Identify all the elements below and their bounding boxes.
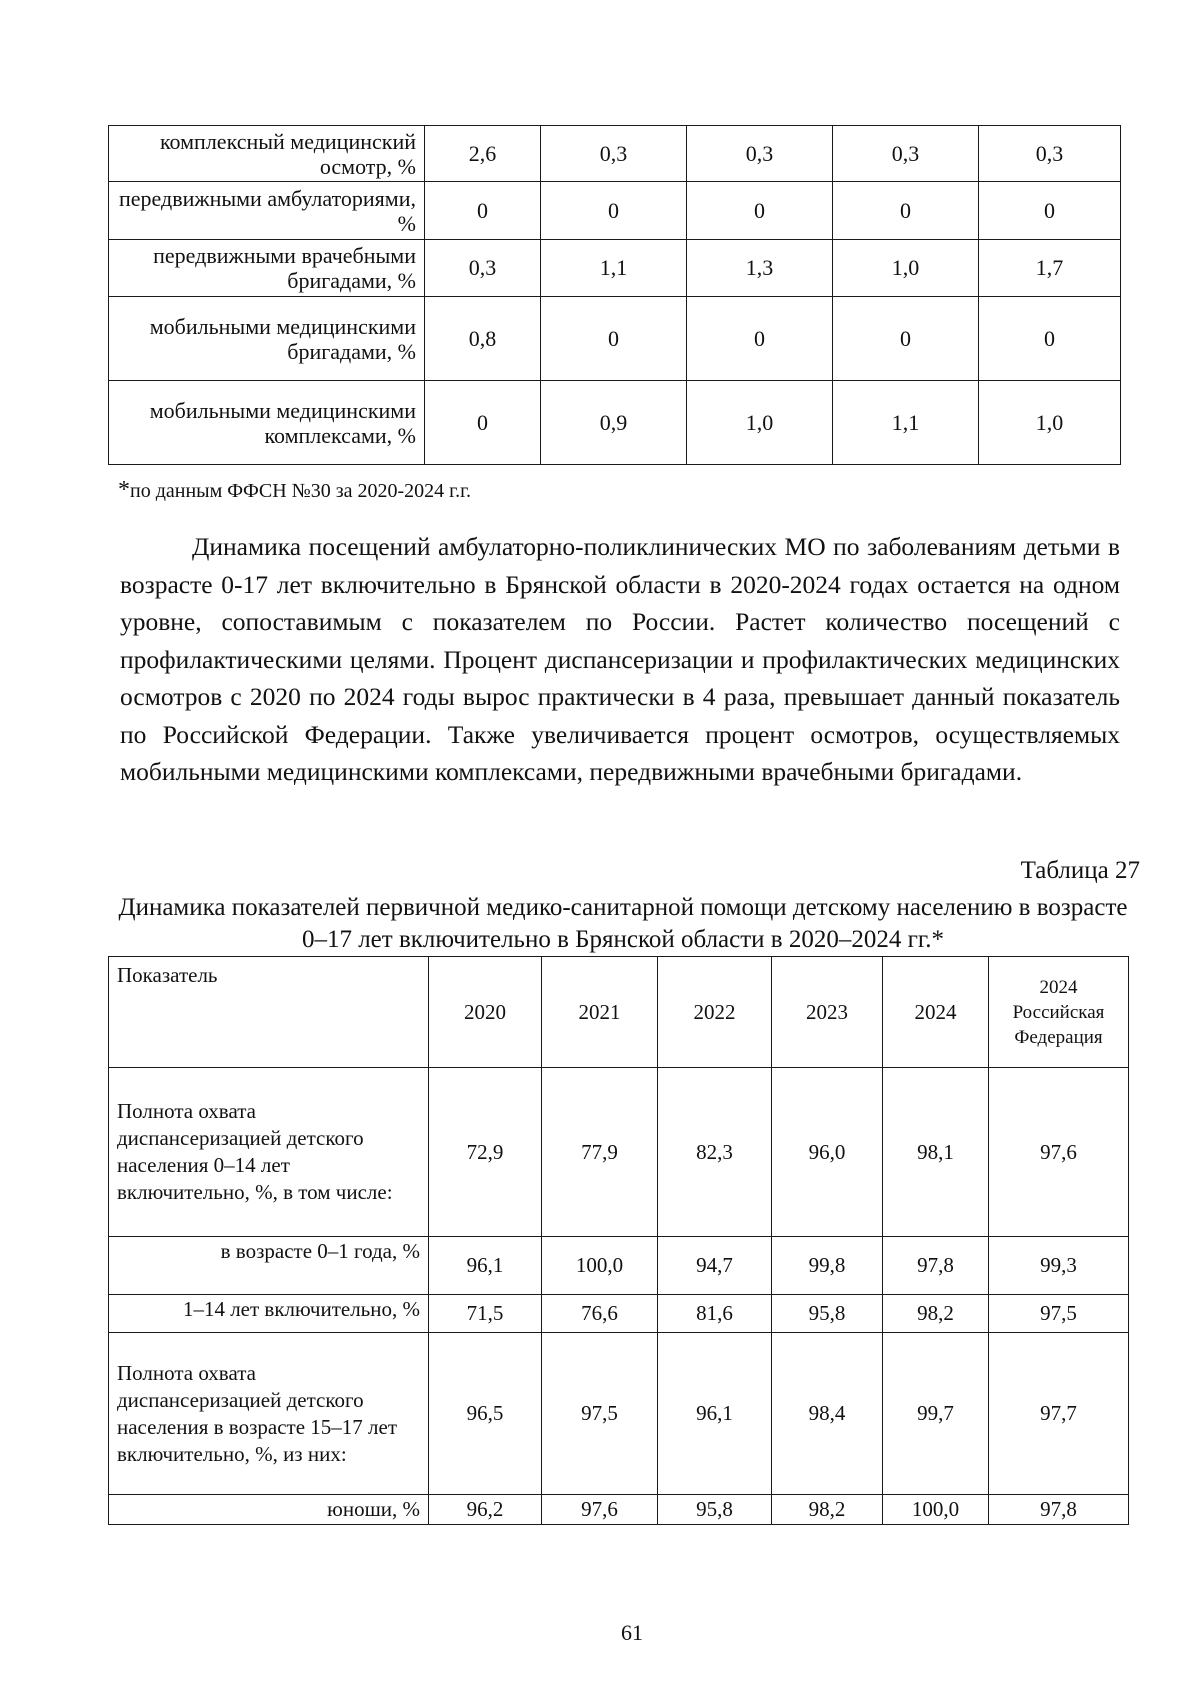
table-cell: 99,8 (772, 1237, 883, 1295)
table-row (109, 1068, 1129, 1237)
footnote-text: по данным ФФСН №30 за 2020-2024 г.г. (130, 480, 472, 502)
table-row (109, 297, 1121, 381)
column-header-year: 2023 (772, 957, 883, 1068)
table-cell: 94,7 (658, 1237, 772, 1295)
column-header-year: 2020 (429, 957, 542, 1068)
table-row (109, 126, 1121, 182)
table-cell: 0,3 (833, 126, 979, 182)
row-label: Полнота охвата диспансеризацией детского населения в возрасте 15–17 лет включительно, %, из них: (109, 1333, 429, 1495)
rf-header-line: Российская (1012, 1001, 1105, 1023)
page-number: 61 (621, 1620, 643, 1645)
table-row (109, 1495, 1129, 1525)
table-cell: 77,9 (542, 1068, 658, 1237)
row-label: Полнота охвата диспансеризацией детского населения 0–14 лет включительно, %, в том числе: (109, 1068, 429, 1237)
table-row (109, 1237, 1129, 1295)
table-cell: 0 (425, 182, 541, 240)
table-row (109, 1333, 1129, 1495)
table-cell: 0 (687, 182, 833, 240)
table-cell: 97,7 (989, 1333, 1129, 1495)
table-cell: 1,0 (833, 240, 979, 297)
table-cell: 0 (979, 297, 1121, 381)
table-cell: 97,5 (542, 1333, 658, 1495)
rf-header-year: 2024 (1039, 976, 1078, 998)
row-label: юноши, % (109, 1495, 429, 1525)
table-cell: 1,7 (979, 240, 1121, 297)
column-header-russia (989, 957, 1129, 1068)
table-caption: Динамика показателей первичной медико-санитарной помощи детскому населению в возрасте 0–17 лет включительно в Брянской области в 2020–2024 гг.* (118, 894, 1128, 953)
table-row (109, 240, 1121, 297)
rf-header-line: Федерация (1014, 1026, 1103, 1048)
table-cell: 0 (541, 297, 687, 381)
table-cell: 71,5 (429, 1295, 542, 1333)
column-header-year: 2024 (883, 957, 989, 1068)
table-cell: 0 (833, 297, 979, 381)
table-row (109, 381, 1121, 465)
table-cell: 100,0 (542, 1237, 658, 1295)
coverage-table-continued (108, 125, 1121, 465)
table-cell: 0,8 (425, 297, 541, 381)
row-label: в возрасте 0–1 года, % (109, 1237, 429, 1295)
row-label: передвижными врачебными бригадами, % (109, 240, 425, 297)
table-cell: 99,7 (883, 1333, 989, 1495)
table-cell: 98,1 (883, 1068, 989, 1237)
footnote-marker: * (118, 477, 130, 503)
table-cell: 95,8 (772, 1295, 883, 1333)
table-footnote (118, 477, 471, 504)
table-cell: 0,9 (541, 381, 687, 465)
table-number: Таблица 27 (1020, 857, 1140, 884)
table-cell: 82,3 (658, 1068, 772, 1237)
table-cell: 98,2 (883, 1295, 989, 1333)
row-label: 1–14 лет включительно, % (109, 1295, 429, 1333)
table-cell: 1,1 (833, 381, 979, 465)
table-cell: 76,6 (542, 1295, 658, 1333)
table-cell: 96,0 (772, 1068, 883, 1237)
table-cell: 96,2 (429, 1495, 542, 1525)
body-paragraph: Динамика посещений амбулаторно-поликлинических МО по заболеваниям детьми в возрасте 0-17 лет включительно в Брянской области в 2020-2024 годах остается на одном уровне, сопоставимым с показателем по России. Растет количество посещений с профилактическими целями. Процент диспансеризации и профилактических медицинских осмотров с 2020 по 2024 годы вырос практически в 4 раза, превышает данный показатель по Российской Федерации. Также увеличивается процент осмотров, осуществляемых мобильными медицинскими комплексами, передвижными врачебными бригадами. (120, 532, 1120, 786)
table-cell: 1,0 (687, 381, 833, 465)
table-cell: 1,1 (541, 240, 687, 297)
table-cell: 97,6 (989, 1068, 1129, 1237)
row-label: передвижными амбулаториями, % (109, 182, 425, 240)
table-cell: 1,3 (687, 240, 833, 297)
column-header-year: 2022 (658, 957, 772, 1068)
table-cell: 0,3 (425, 240, 541, 297)
table-cell: 81,6 (658, 1295, 772, 1333)
table-cell: 0 (425, 381, 541, 465)
indicators-table (108, 956, 1129, 1525)
table-row (109, 1295, 1129, 1333)
table-cell: 96,5 (429, 1333, 542, 1495)
table-cell: 2,6 (425, 126, 541, 182)
table-cell: 0,3 (979, 126, 1121, 182)
row-label: комплексный медицинский осмотр, % (109, 126, 425, 182)
table-cell: 96,1 (429, 1237, 542, 1295)
table-cell: 1,0 (979, 381, 1121, 465)
table-cell: 95,8 (658, 1495, 772, 1525)
table-cell: 99,3 (989, 1237, 1129, 1295)
column-header-year: 2021 (542, 957, 658, 1068)
row-label: мобильными медицинскими комплексами, % (109, 381, 425, 465)
column-header-indicator: Показатель (109, 957, 429, 1068)
table-cell: 0 (979, 182, 1121, 240)
table-cell: 0 (687, 297, 833, 381)
table-header-row (109, 957, 1129, 1068)
table-cell: 96,1 (658, 1333, 772, 1495)
row-label: мобильными медицинскими бригадами, % (109, 297, 425, 381)
table-cell: 98,2 (772, 1495, 883, 1525)
table-cell: 0,3 (687, 126, 833, 182)
table-cell: 98,4 (772, 1333, 883, 1495)
table-cell: 97,8 (883, 1237, 989, 1295)
table-cell: 0,3 (541, 126, 687, 182)
table-row (109, 182, 1121, 240)
table-cell: 100,0 (883, 1495, 989, 1525)
table-cell: 0 (833, 182, 979, 240)
table-cell: 97,5 (989, 1295, 1129, 1333)
table-cell: 97,8 (989, 1495, 1129, 1525)
table-cell: 97,6 (542, 1495, 658, 1525)
table-cell: 0 (541, 182, 687, 240)
table-cell: 72,9 (429, 1068, 542, 1237)
